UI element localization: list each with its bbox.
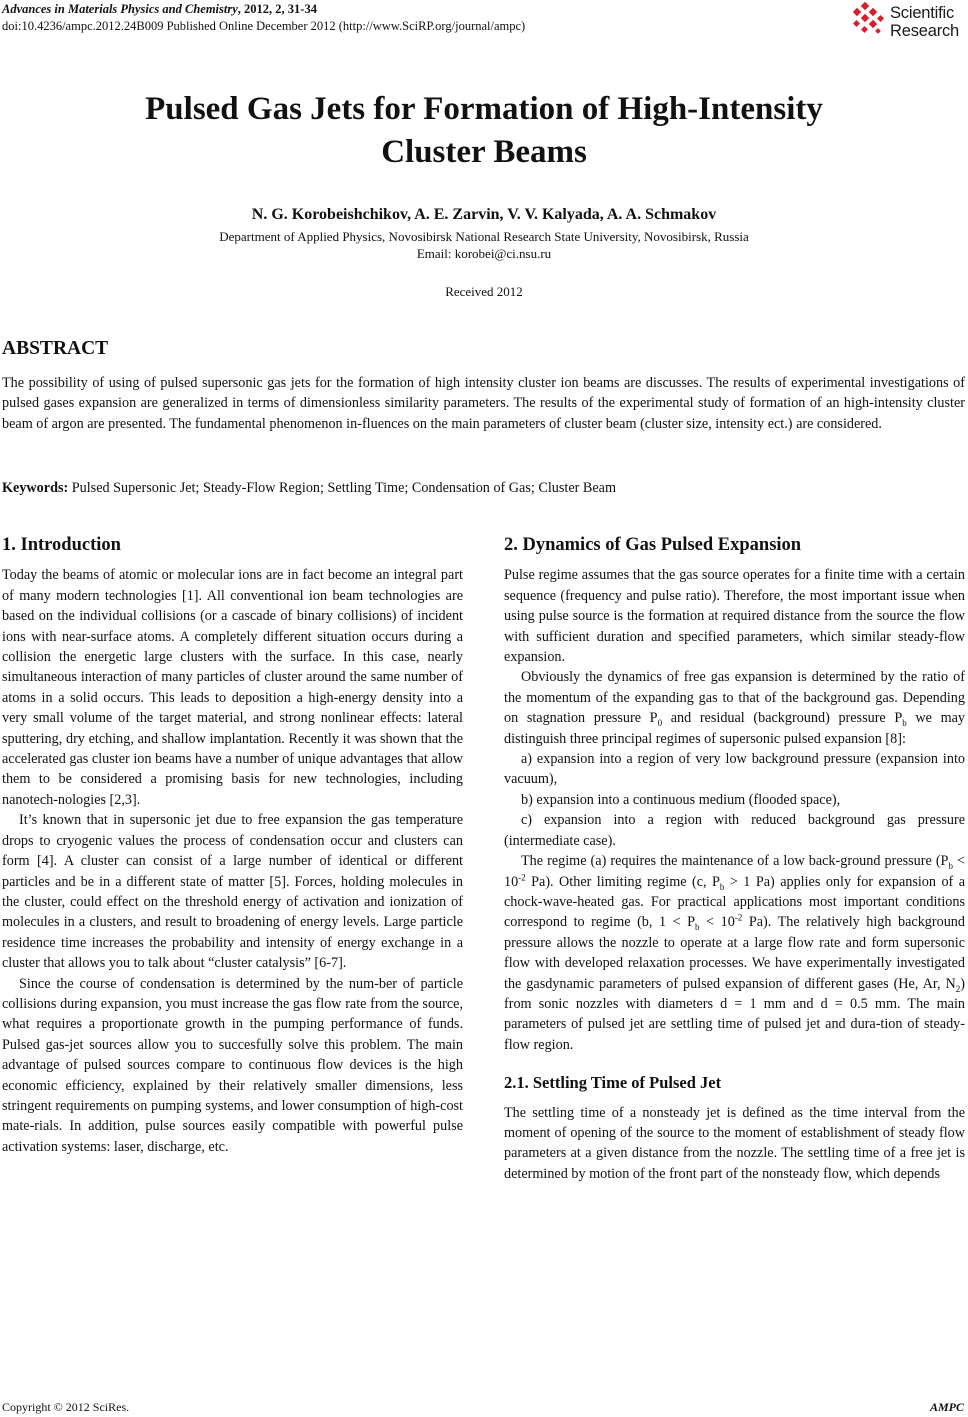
abstract-text: The possibility of using of pulsed supersonic gas jets for the formation of high intensity cluster ion beams are discusses. The results of experimental investigations of pulsed gases expansion are generalized in terms of dimensionless similarity parameters. The results of the experimental study of formation of an high-intensity cluster beam of argon are presented. The fundamental phenomenon in-fluences on the main parameters of cluster beam (cluster size, intensity ect.) are considered.: [2, 375, 965, 432]
scientific-research-logo: [848, 2, 968, 44]
journal-volume: , 2012, 2, 31-34: [237, 2, 317, 16]
title-line-2: Cluster Beams: [381, 134, 587, 170]
doi-line: doi:10.4236/ampc.2012.24B009 Published Online December 2012 (http://www.SciRP.org/journal/ampc): [2, 19, 526, 33]
paper-title: [0, 88, 968, 174]
intro-heading: 1. Introduction: [2, 535, 121, 555]
logo-word-scientific: Scientific: [890, 4, 955, 22]
journal-header: [2, 2, 317, 17]
regime-a: a) expansion into a region of very low background pressure (expansion into vacuum),: [504, 751, 965, 788]
regime-b: b) expansion into a continuous medium (flooded space),: [521, 791, 841, 808]
settling-paragraph-1: The settling time of a nonsteady jet is defined as the time interval from the moment of opening of the source to the moment of establishment of steady flow parameters at a given distance from the nozzle. The settling time of a free jet is determined by motion of the front part of the nonsteady flow, which depends: [504, 1104, 965, 1182]
settling-heading: 2.1. Settling Time of Pulsed Jet: [504, 1073, 722, 1093]
footer-journal: AMPC: [929, 1400, 964, 1414]
right-column: [504, 535, 965, 1184]
keywords: [2, 480, 616, 497]
authors: N. G. Korobeishchikov, A. E. Zarvin, V. V. Kalyada, A. A. Schmakov: [251, 206, 717, 223]
footer-copyright: Copyright © 2012 SciRes.: [2, 1400, 130, 1414]
journal-name: Advances in Materials Physics and Chemistry: [2, 2, 238, 16]
dynamics-paragraph-2: Obviously the dynamics of free gas expansion is determined by the ratio of the momentum of the expanding gas to that of the background gas. Depending on stagnation pressure $P_0$ and residual (background) pressure $P_b$ we may distinguish three principal regimes of supersonic pulsed expansion [8]:: [504, 669, 965, 747]
intro-paragraph-2: It’s known that in supersonic jet due to free expansion the gas temperature drops to cryogenic values the process of condensation occur and clusters can form [4]. A cluster can consist of a large number of identical or different particles and be in a different state of matter [5]. Forces, holding molecules in the cluster, could effect on the threshold energy of activation and ionization of molecules in a clusters, and result to broadening of energy levels. Large particle residence time increases the probability and intensity of energy exchange in a cluster that allows you to talk about “cluster catalysis” [6-7].: [2, 812, 463, 972]
keywords-text: Pulsed Supersonic Jet; Steady-Flow Region; Settling Time; Condensation of Gas; Cluster Beam: [68, 480, 616, 496]
title-line-1: Pulsed Gas Jets for Formation of High-Intensity: [145, 91, 823, 127]
logo-mark-icon: [848, 2, 888, 42]
received-date: Received 2012: [445, 284, 523, 299]
affiliation: Department of Applied Physics, Novosibirsk National Research State University, Novosibirsk, Russia: [219, 229, 749, 244]
intro-paragraph-1: Today the beams of atomic or molecular ions are in fact become an integral part of many modern technologies [1]. All conventional ion beam technologies are based on the individual collisions (or a cascade of binary collisions) of incident ions with near-surface atoms. A completely different situation occurs during a collision the energetic large clusters with the surface. In this case, nearly simultaneous interaction of many particles of cluster around the same number of atoms in a solid occurs. This leads to deposition a high-energy density into a very small volume of the target material, and strong nonlinear effects: lateral sputtering, dry etching, and shallow implantation. Recently it was shown that the accelerated gas cluster ion beams have a number of unique advantages that allow them to be considered a promising basis for new technologies, including nanotech-nologies [2,3].: [2, 567, 463, 808]
keywords-label: Keywords:: [2, 480, 69, 496]
intro-paragraph-3: Since the course of condensation is determined by the num-ber of particle collisions during expansion, you must increase the gas flow rate from the source, what requires a proportionate growth in the pumping performance of funds. Pulsed gas-jet sources allow you to succesfully solve this problem. The main advantage of pulsed sources compare to continuous flow devices is the high economic efficiency, explained by their relatively smaller dimensions, less stringent requirements on pumping systems, and lower consumption of high-cost mate-rials. In addition, pulse sources easily compatible with powerful pulse activation systems: laser, discharge, etc.: [2, 975, 463, 1155]
logo-word-research: Research: [890, 22, 960, 40]
left-column: [2, 535, 463, 1157]
dynamics-paragraph-3: The regime (a) requires the maintenance of a low back-ground pressure ($P_b < 10^{-2}$ Pa). Other limiting regime (c, $P_b > 1$ Pa) applies only for expansion of a chock-wave-heated gas. For practical applications most important conditions correspond to regime (b, $1 < P_b < 10^{-2}$ Pa). The relatively high background pressure allows the nozzle to operate at a large flow rate and form supersonic flow with developed relaxation processes. We have experimentally investigated the gasdynamic parameters of pulsed expansion of different gases (He, Ar, $N_2$) from sonic nozzles with diameters d = 1 mm and d = 0.5 mm. The main parameters of pulsed jet are settling time of pulsed jet and dura-tion of steady-flow region.: [504, 853, 966, 1053]
dynamics-paragraph-1: Pulse regime assumes that the gas source operates for a finite time with a certain sequence (frequency and pulse ratio). Therefore, the most important issue when using pulse source is the formation at required distance from the source the flow with sufficient duration and specified parameters, which similar steady-flow expansion.: [504, 567, 965, 666]
abstract-heading: ABSTRACT: [2, 338, 109, 359]
dynamics-heading: 2. Dynamics of Gas Pulsed Expansion: [504, 535, 802, 555]
email: Email: korobei@ci.nsu.ru: [416, 246, 552, 261]
regime-c: c) expansion into a region with reduced background gas pressure (intermediate case).: [504, 812, 965, 849]
